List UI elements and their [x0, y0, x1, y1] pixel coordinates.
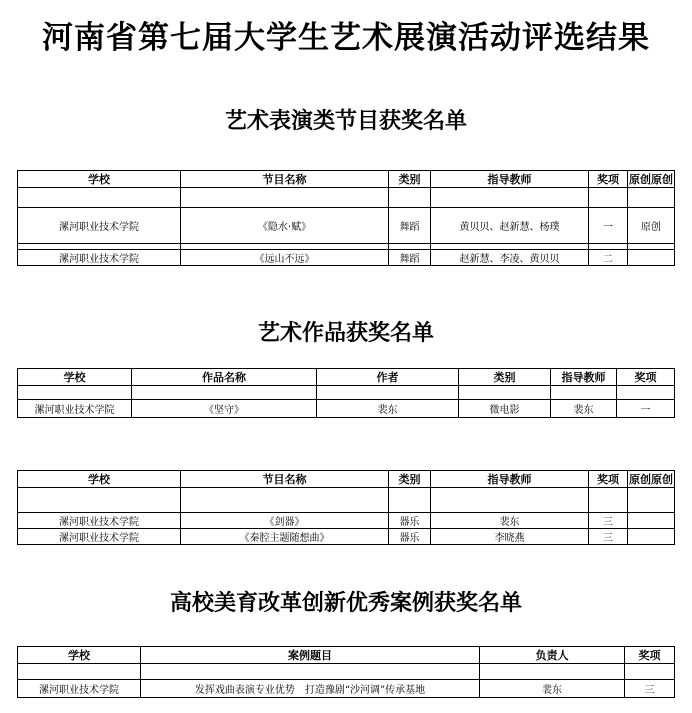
category-cell: 器乐: [389, 529, 431, 545]
school-cell: 漯河职业技术学院: [18, 529, 181, 545]
table-header-row: [18, 471, 675, 488]
header-cell: 类别: [459, 369, 551, 386]
table-row: [18, 250, 675, 266]
teacher-cell: 李晓燕: [431, 529, 589, 545]
leader-cell: 裴东: [480, 680, 625, 698]
school-cell: 漯河职业技术学院: [18, 208, 181, 244]
header-cell: 作品名称: [132, 369, 317, 386]
header-cell: 奖项: [589, 171, 628, 188]
teacher-cell: 裴东: [551, 400, 617, 418]
header-cell: 节目名称: [181, 471, 389, 488]
award-cell: 三: [625, 680, 675, 698]
author-cell: 裴东: [317, 400, 459, 418]
header-cell: 学校: [18, 171, 181, 188]
teacher-cell: 黄贝贝、赵新慧、杨璞: [431, 208, 589, 244]
category-cell: 微电影: [459, 400, 551, 418]
table-row: [18, 400, 675, 418]
reform-table: [17, 646, 675, 698]
header-cell: 学校: [18, 369, 132, 386]
header-cell: 奖项: [617, 369, 675, 386]
header-cell: 原创原创: [628, 171, 675, 188]
teacher-cell: 赵新慧、李凌、黄贝贝: [431, 250, 589, 266]
header-cell: 案例题目: [141, 647, 480, 664]
table-header-row: [18, 171, 675, 188]
teacher-cell: 裴东: [431, 513, 589, 529]
table-row: [18, 529, 675, 545]
table-header-row: [18, 369, 675, 386]
header-cell: 负责人: [480, 647, 625, 664]
reform-section-title: 高校美育改革创新优秀案例获奖名单: [169, 591, 522, 616]
case-title-cell: 发挥戏曲表演专业优势 打造豫剧“沙河调”传承基地: [141, 680, 480, 698]
program-cell: 《秦腔主题随想曲》: [181, 529, 389, 545]
performance-table-2: [17, 470, 675, 545]
award-cell: 一: [617, 400, 675, 418]
table-row: [18, 513, 675, 529]
performance-table: [17, 170, 675, 266]
category-cell: 舞蹈: [389, 208, 431, 244]
category-cell: 舞蹈: [389, 250, 431, 266]
award-cell: 二: [589, 250, 628, 266]
table-row: [18, 208, 675, 244]
original-cell: [628, 513, 675, 529]
header-cell: 指导教师: [431, 471, 589, 488]
header-cell: 学校: [18, 647, 141, 664]
header-cell: 指导教师: [431, 171, 589, 188]
award-cell: 三: [589, 529, 628, 545]
header-cell: 奖项: [589, 471, 628, 488]
award-cell: 一: [589, 208, 628, 244]
category-cell: 器乐: [389, 513, 431, 529]
header-cell: 类别: [389, 171, 431, 188]
header-cell: 原创原创: [628, 471, 675, 488]
original-cell: [628, 529, 675, 545]
header-cell: 奖项: [625, 647, 675, 664]
header-cell: 学校: [18, 471, 181, 488]
table-header-row: [18, 647, 675, 664]
program-cell: 《远山不远》: [181, 250, 389, 266]
header-cell: 指导教师: [551, 369, 617, 386]
page-title: 河南省第七届大学生艺术展演活动评选结果: [42, 20, 650, 56]
header-cell: 作者: [317, 369, 459, 386]
header-cell: 类别: [389, 471, 431, 488]
school-cell: 漯河职业技术学院: [18, 680, 141, 698]
award-cell: 三: [589, 513, 628, 529]
header-cell: 节目名称: [181, 171, 389, 188]
school-cell: 漯河职业技术学院: [18, 400, 132, 418]
program-cell: 《隐水·赋》: [181, 208, 389, 244]
school-cell: 漯河职业技术学院: [18, 250, 181, 266]
original-cell: 原创: [628, 208, 675, 244]
performance-section-title: 艺术表演类节目获奖名单: [224, 109, 467, 134]
table-row: [18, 680, 675, 698]
original-cell: [628, 250, 675, 266]
school-cell: 漯河职业技术学院: [18, 513, 181, 529]
work-cell: 《坚守》: [132, 400, 317, 418]
program-cell: 《剑器》: [181, 513, 389, 529]
artwork-table: [17, 368, 675, 418]
artwork-section-title: 艺术作品获奖名单: [257, 321, 434, 346]
